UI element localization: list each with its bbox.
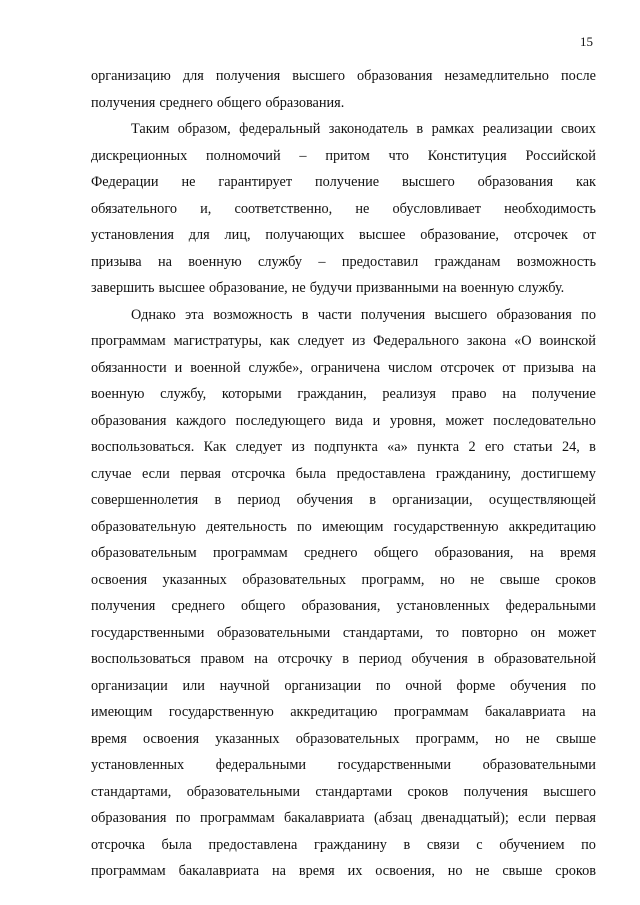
text-line: освоения указанных образовательных программ, но не свыше сроков	[91, 571, 596, 588]
text-line: случае если первая отсрочка была предоставлена гражданину, достигшему	[91, 465, 596, 482]
text-line: программам магистратуры, как следует из Федерального закона «О воинской	[91, 333, 596, 349]
text-line: образовательную деятельность по имеющим государственную аккредитацию	[91, 518, 596, 535]
text-line: программам бакалавриата на время их освоения, но не свыше сроков	[91, 863, 596, 879]
text-line: отсрочка была предоставлена гражданину в связи с обучением по	[91, 836, 596, 853]
text-line: организацию для получения высшего образования незамедлительно после	[91, 68, 596, 84]
text-line: совершеннолетия в период обучения в организации, осуществляющей	[91, 492, 596, 508]
text-line: установления для лиц, получающих высшее образование, отсрочек от	[91, 227, 596, 243]
text-line: образования по программам бакалавриата (абзац двенадцатый); если первая	[91, 810, 596, 826]
text-line: образовательным программам среднего общего образования, на время	[91, 545, 596, 561]
text-line: воспользоваться. Как следует из подпункта «а» пункта 2 его статьи 24, в	[91, 439, 596, 455]
text-line: воспользоваться правом на отсрочку в период обучения в образовательной	[91, 651, 596, 667]
text-line: обязательного и, соответственно, не обусловливает необходимость	[91, 200, 596, 217]
text-line: имеющим государственную аккредитацию программам бакалавриата на	[91, 704, 596, 720]
text-line: организации или научной организации по очной форме обучения по	[91, 677, 596, 694]
text-line: завершить высшее образование, не будучи призванными на военную службу.	[91, 280, 565, 296]
text-line: установленных федеральными государственными образовательными	[91, 757, 596, 773]
text-line: военную службу, которыми гражданин, реализуя право на получение	[91, 386, 596, 402]
text-line: Однако эта возможность в части получения высшего образования по	[131, 306, 596, 323]
text-line: призыва на военную службу – предоставил гражданам возможность	[91, 253, 596, 270]
text-line: получения среднего общего образования.	[91, 94, 345, 111]
text-line: государственными образовательными стандартами, то повторно он может	[91, 624, 596, 641]
text-line: образования каждого последующего вида и уровня, может последовательно	[91, 412, 596, 429]
page-number: 15	[580, 34, 593, 49]
body-text	[91, 63, 596, 885]
text-line: стандартами, образовательными стандартами сроков получения высшего	[91, 783, 596, 800]
text-line: дискреционных полномочий – притом что Конституция Российской	[91, 147, 596, 164]
text-line: Федерации не гарантирует получение высшего образования как	[91, 174, 596, 190]
text-line: время освоения указанных образовательных программ, но не свыше	[91, 730, 596, 747]
text-line: Таким образом, федеральный законодатель в рамках реализации своих	[131, 121, 596, 137]
text-line: получения среднего общего образования, установленных федеральными	[91, 598, 596, 614]
text-line: обязанности и военной службе», ограничена числом отсрочек от призыва на	[91, 359, 596, 376]
